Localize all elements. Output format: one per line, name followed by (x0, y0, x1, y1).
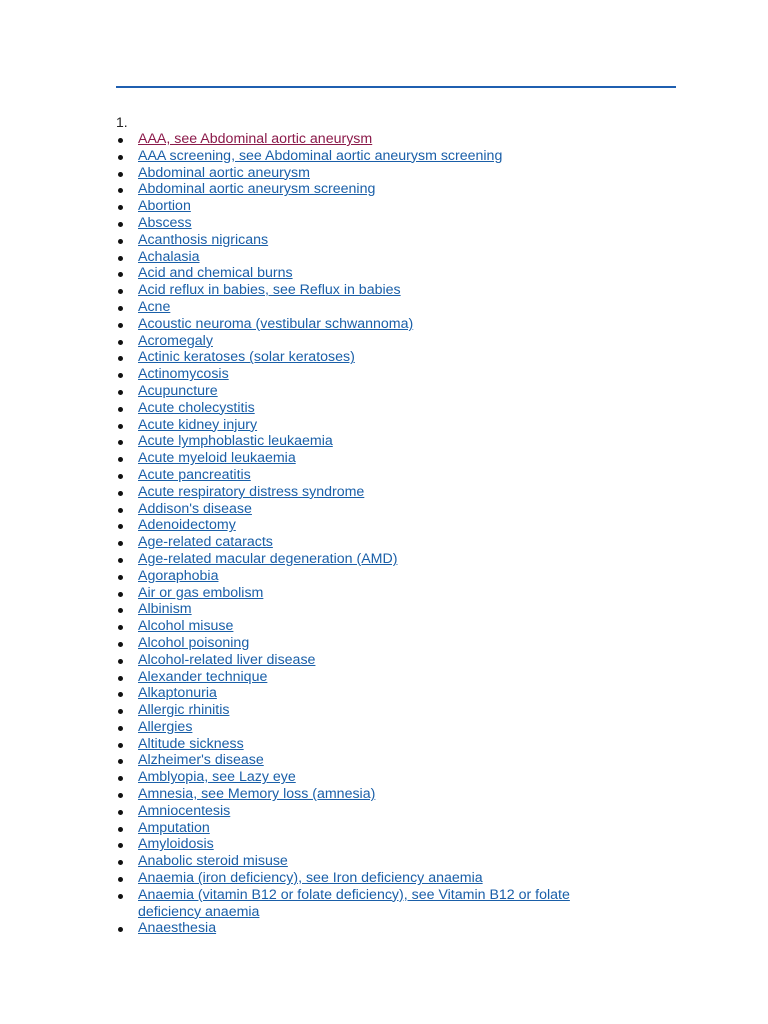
bullet-icon (118, 793, 123, 798)
condition-link[interactable]: Alcohol misuse (138, 618, 234, 635)
bullet-icon (118, 692, 123, 697)
list-item (116, 887, 636, 921)
list-item (116, 836, 636, 853)
list-item (116, 366, 636, 383)
condition-link[interactable]: Acute respiratory distress syndrome (138, 483, 365, 500)
bullet-icon (118, 306, 123, 311)
list-item (116, 870, 636, 887)
list-item (116, 551, 636, 568)
condition-link[interactable]: Allergic rhinitis (138, 702, 230, 719)
bullet-icon (118, 575, 123, 580)
list-item (116, 702, 636, 719)
list-item (116, 534, 636, 551)
bullet-icon (118, 356, 123, 361)
bullet-icon (118, 659, 123, 664)
list-item (116, 501, 636, 518)
condition-link[interactable]: Alkaptonuria (138, 685, 217, 702)
condition-link[interactable]: Agoraphobia (138, 567, 219, 584)
list-item (116, 232, 636, 249)
bullet-icon (118, 256, 123, 261)
condition-link[interactable]: Allergies (138, 718, 193, 735)
condition-link[interactable]: Acid and chemical burns (138, 265, 293, 282)
condition-link[interactable]: Alexander technique (138, 668, 268, 685)
condition-link[interactable]: Amyloidosis (138, 836, 214, 853)
list-item (116, 316, 636, 333)
condition-link[interactable]: Acid reflux in babies, see Reflux in babies (138, 282, 401, 299)
list-item (116, 585, 636, 602)
list-item (116, 685, 636, 702)
bullet-icon (118, 877, 123, 882)
condition-link[interactable]: AAA, see Abdominal aortic aneurysm (138, 131, 373, 147)
a-z-conditions-list (116, 131, 636, 937)
list-item (116, 719, 636, 736)
bullet-icon (118, 289, 123, 294)
bullet-icon (118, 205, 123, 210)
condition-link[interactable]: Abortion (138, 198, 191, 215)
condition-link[interactable]: AAA screening, see Abdominal aortic aneurysm screening (138, 147, 503, 164)
condition-link[interactable]: Acoustic neuroma (vestibular schwannoma) (138, 315, 414, 332)
list-item (116, 920, 636, 937)
list-item (116, 249, 636, 266)
condition-link[interactable]: Acromegaly (138, 332, 213, 349)
bullet-icon (118, 592, 123, 597)
list-item (116, 568, 636, 585)
list-item (116, 669, 636, 686)
bullet-icon (118, 323, 123, 328)
list-item (116, 131, 636, 148)
list-item (116, 652, 636, 669)
condition-link[interactable]: Acute kidney injury (138, 416, 258, 433)
list-item (116, 282, 636, 299)
bullet-icon (118, 272, 123, 277)
bullet-icon (118, 608, 123, 613)
list-item (116, 820, 636, 837)
list-item (116, 803, 636, 820)
list-item (116, 853, 636, 870)
condition-link[interactable]: Altitude sickness (138, 735, 244, 752)
bullet-icon (118, 407, 123, 412)
list-item (116, 786, 636, 803)
list-item (116, 517, 636, 534)
bullet-icon (118, 827, 123, 832)
list-item (116, 265, 636, 282)
bullet-icon (118, 457, 123, 462)
condition-link[interactable]: Acute cholecystitis (138, 399, 255, 416)
condition-link[interactable]: Anabolic steroid misuse (138, 853, 288, 870)
bullet-icon (118, 759, 123, 764)
bullet-icon (118, 894, 123, 899)
condition-link[interactable]: Acute myeloid leukaemia (138, 450, 296, 467)
bullet-icon (118, 138, 123, 143)
bullet-icon (118, 172, 123, 177)
bullet-icon (118, 927, 123, 932)
condition-link[interactable]: Amputation (138, 819, 210, 836)
bullet-icon (118, 743, 123, 748)
bullet-icon (118, 491, 123, 496)
condition-link[interactable]: Amnesia, see Memory loss (amnesia) (138, 786, 376, 803)
bullet-icon (118, 860, 123, 865)
bullet-icon (118, 524, 123, 529)
list-item (116, 433, 636, 450)
condition-link[interactable]: Alzheimer's disease (138, 752, 264, 769)
bullet-icon (118, 541, 123, 546)
bullet-icon (118, 642, 123, 647)
top-divider (116, 86, 676, 88)
bullet-icon (118, 373, 123, 378)
condition-link[interactable]: Age-related cataracts (138, 534, 273, 551)
list-item (116, 383, 636, 400)
bullet-icon (118, 239, 123, 244)
bullet-icon (118, 726, 123, 731)
condition-link[interactable]: Abdominal aortic aneurysm (138, 164, 310, 181)
condition-link[interactable]: Achalasia (138, 248, 200, 265)
list-item (116, 165, 636, 182)
condition-link[interactable]: Acne (138, 298, 171, 315)
condition-link[interactable]: Acanthosis nigricans (138, 231, 269, 248)
condition-link[interactable]: Acute lymphoblastic leukaemia (138, 433, 333, 450)
condition-link[interactable]: Albinism (138, 601, 192, 618)
list-item (116, 769, 636, 786)
list-item (116, 450, 636, 467)
list-item (116, 601, 636, 618)
condition-link[interactable]: Anaemia (iron deficiency), see Iron deficiency anaemia (138, 870, 483, 887)
bullet-icon (118, 440, 123, 445)
condition-link[interactable]: Abscess (138, 214, 192, 231)
list-item (116, 484, 636, 501)
list-item (116, 635, 636, 652)
bullet-icon (118, 222, 123, 227)
bullet-icon (118, 709, 123, 714)
bullet-icon (118, 390, 123, 395)
bullet-icon (118, 625, 123, 630)
list-item (116, 752, 636, 769)
condition-link[interactable]: Anaesthesia (138, 920, 217, 937)
bullet-icon (118, 776, 123, 781)
bullet-icon (118, 508, 123, 513)
list-item (116, 417, 636, 434)
bullet-icon (118, 676, 123, 681)
condition-link[interactable]: Amblyopia, see Lazy eye (138, 769, 296, 786)
list-item (116, 148, 636, 165)
list-item (116, 618, 636, 635)
condition-link[interactable]: Adenoidectomy (138, 517, 236, 534)
condition-link[interactable]: Air or gas embolism (138, 584, 264, 601)
bullet-icon (118, 810, 123, 815)
condition-link[interactable]: Amniocentesis (138, 802, 231, 819)
bullet-icon (118, 340, 123, 345)
condition-link[interactable]: Addison's disease (138, 500, 252, 517)
bullet-icon (118, 188, 123, 193)
bullet-icon (118, 558, 123, 563)
list-item (116, 333, 636, 350)
condition-link[interactable]: Alcohol poisoning (138, 634, 250, 651)
bullet-icon (118, 155, 123, 160)
list-number: 1. (116, 114, 128, 130)
condition-link[interactable]: Actinomycosis (138, 366, 229, 383)
list-item (116, 198, 636, 215)
list-item (116, 215, 636, 232)
list-item (116, 299, 636, 316)
bullet-icon (118, 474, 123, 479)
list-item (116, 736, 636, 753)
condition-link[interactable]: Abdominal aortic aneurysm screening (138, 181, 376, 198)
condition-link[interactable]: Age-related macular degeneration (AMD) (138, 550, 398, 567)
condition-link[interactable]: Alcohol-related liver disease (138, 651, 316, 668)
condition-link[interactable]: Acute pancreatitis (138, 466, 251, 483)
list-item (116, 467, 636, 484)
condition-link[interactable]: Actinic keratoses (solar keratoses) (138, 349, 355, 366)
condition-link[interactable]: Anaemia (vitamin B12 or folate deficiency), see Vitamin B12 or folate deficiency anaemia (138, 886, 570, 920)
list-item (116, 349, 636, 366)
list-item (116, 400, 636, 417)
list-item (116, 181, 636, 198)
bullet-icon (118, 843, 123, 848)
condition-link[interactable]: Acupuncture (138, 382, 218, 399)
bullet-icon (118, 424, 123, 429)
